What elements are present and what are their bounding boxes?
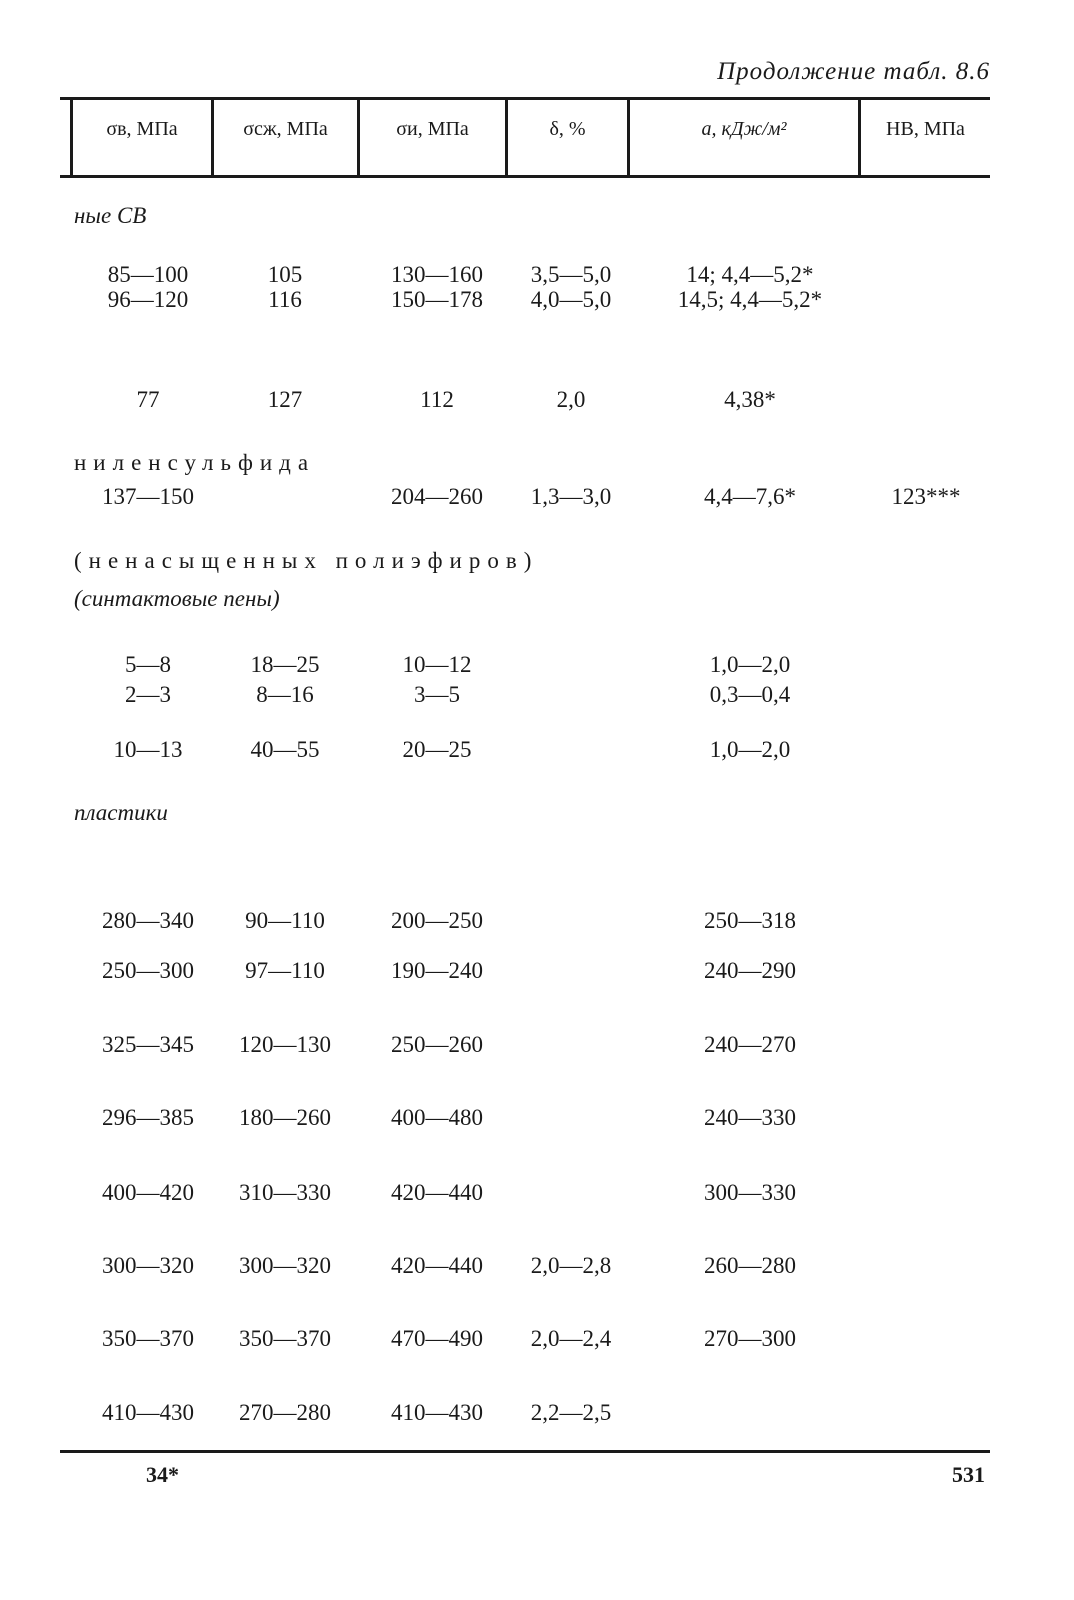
cell-delta: 2,0—2,8: [530, 1253, 612, 1278]
cell-sigma-i: 3—5: [414, 682, 460, 707]
cell-sigma-b: 280—340: [102, 908, 194, 933]
cell-sigma-b: 350—370: [102, 1326, 194, 1351]
cell-sigma-szh: 18—25: [250, 652, 320, 677]
cell-a: 14,5; 4,4—5,2*: [677, 287, 823, 312]
cell-sigma-i: 400—480: [391, 1105, 483, 1130]
header-sigma-i: σи, МПа: [396, 118, 469, 140]
cell-sigma-b: 300—320: [102, 1253, 194, 1278]
cell-a: 4,4—7,6*: [704, 484, 796, 509]
cell-sigma-b: 96—120: [107, 287, 189, 312]
cell-delta: 3,5—5,0: [530, 262, 612, 287]
section-title: ные СВ: [74, 203, 147, 228]
cell-a: 270—300: [704, 1326, 796, 1351]
cell-a: 240—270: [704, 1032, 796, 1057]
cell-a: 260—280: [704, 1253, 796, 1278]
header-sigma-b: σв, МПа: [106, 118, 178, 140]
cell-sigma-szh: 116: [268, 287, 302, 312]
header-sigma-szh: σсж, МПа: [243, 118, 328, 140]
cell-sigma-szh: 40—55: [250, 737, 320, 762]
cell-delta: 1,3—3,0: [530, 484, 612, 509]
cell-a: 4,38*: [724, 387, 776, 412]
section-title: ниленсульфида: [74, 450, 316, 475]
page-number: 531: [952, 1462, 985, 1487]
cell-sigma-i: 20—25: [402, 737, 472, 762]
cell-sigma-b: 410—430: [102, 1400, 194, 1425]
cell-a: 1,0—2,0: [709, 737, 791, 762]
cell-delta: 2,0—2,4: [530, 1326, 612, 1351]
cell-sigma-szh: 350—370: [239, 1326, 331, 1351]
section-title: (ненасыщенных полиэфиров): [74, 548, 539, 573]
cell-sigma-b: 5—8: [125, 652, 171, 677]
cell-sigma-szh: 310—330: [239, 1180, 331, 1205]
cell-sigma-i: 204—260: [391, 484, 483, 509]
cell-a: 1,0—2,0: [709, 652, 791, 677]
header-delta: δ, %: [549, 118, 586, 140]
cell-hb: 123***: [891, 484, 961, 509]
cell-a: 250—318: [704, 908, 796, 933]
cell-delta: 2,2—2,5: [530, 1400, 612, 1425]
cell-sigma-b: 77: [136, 387, 160, 412]
header-a: a, кДж/м²: [701, 118, 787, 140]
cell-sigma-szh: 105: [267, 262, 303, 287]
cell-sigma-szh: 127: [267, 387, 303, 412]
table-top-rule: [60, 97, 990, 100]
cell-sigma-b: 85—100: [107, 262, 189, 287]
cell-sigma-i: 470—490: [391, 1326, 483, 1351]
cell-sigma-szh: 97—110: [245, 958, 325, 983]
cell-sigma-i: 130—160: [391, 262, 483, 287]
cell-delta: 2,0: [556, 387, 586, 412]
cell-a: 300—330: [704, 1180, 796, 1205]
cell-a: 0,3—0,4: [709, 682, 791, 707]
cell-sigma-i: 420—440: [391, 1180, 483, 1205]
cell-a: 14; 4,4—5,2*: [686, 262, 814, 287]
cell-sigma-i: 200—250: [391, 908, 483, 933]
cell-sigma-i: 250—260: [391, 1032, 483, 1057]
cell-sigma-i: 190—240: [391, 958, 483, 983]
header-bottom-rule: [60, 175, 990, 178]
cell-sigma-i: 150—178: [391, 287, 483, 312]
cell-sigma-szh: 180—260: [239, 1105, 331, 1130]
cell-sigma-b: 250—300: [102, 958, 194, 983]
cell-sigma-b: 137—150: [102, 484, 194, 509]
cell-sigma-i: 420—440: [391, 1253, 483, 1278]
cell-sigma-szh: 8—16: [256, 682, 314, 707]
cell-a: 240—290: [704, 958, 796, 983]
cell-sigma-b: 325—345: [102, 1032, 194, 1057]
cell-sigma-szh: 300—320: [239, 1253, 331, 1278]
cell-sigma-szh: 90—110: [245, 908, 325, 933]
header-hb: HB, МПа: [886, 118, 965, 140]
table-bottom-rule: [60, 1450, 990, 1453]
cell-sigma-i: 112: [420, 387, 454, 412]
cell-sigma-szh: 120—130: [239, 1032, 331, 1057]
cell-sigma-i: 10—12: [402, 652, 472, 677]
cell-sigma-b: 2—3: [125, 682, 171, 707]
cell-sigma-i: 410—430: [391, 1400, 483, 1425]
cell-delta: 4,0—5,0: [530, 287, 612, 312]
cell-a: 240—330: [704, 1105, 796, 1130]
section-subtitle: (синтактовые пены): [74, 586, 280, 611]
continuation-caption: Продолжение табл. 8.6: [717, 58, 990, 85]
cell-sigma-szh: 270—280: [239, 1400, 331, 1425]
cell-sigma-b: 400—420: [102, 1180, 194, 1205]
cell-sigma-b: 10—13: [113, 737, 183, 762]
cell-sigma-b: 296—385: [102, 1105, 194, 1130]
signature-mark: 34*: [146, 1462, 179, 1487]
section-title: пластики: [74, 800, 168, 825]
